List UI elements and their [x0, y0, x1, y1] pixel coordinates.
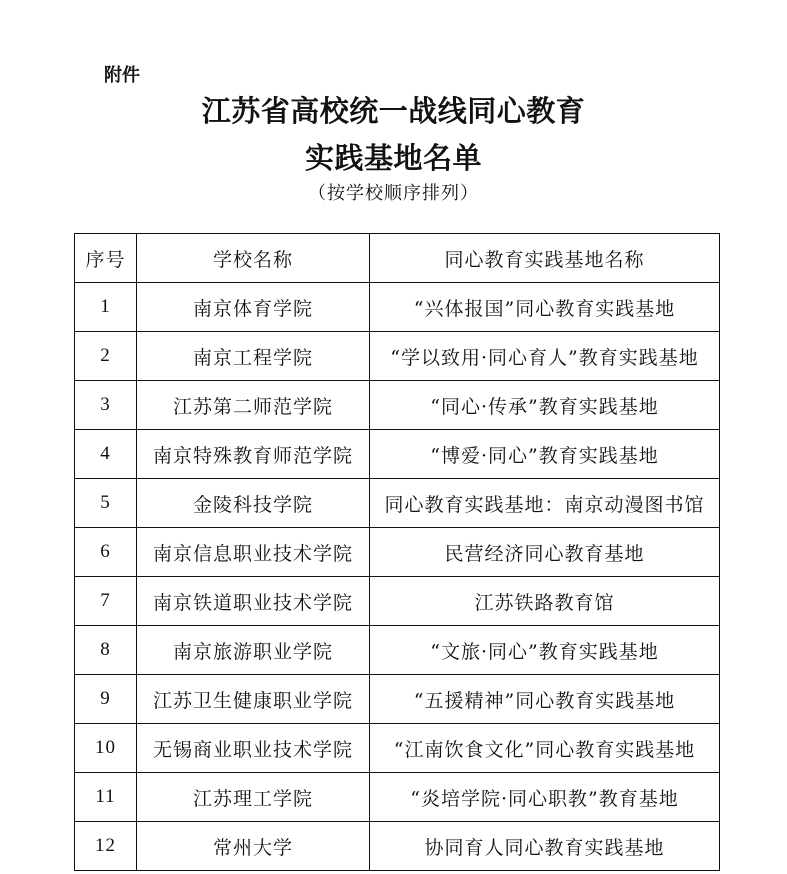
row-school-name: 江苏理工学院	[137, 773, 370, 822]
row-number: 12	[75, 822, 137, 871]
row-base-name: “文旅·同心”教育实践基地	[370, 626, 720, 675]
row-base-name: 同心教育实践基地：南京动漫图书馆	[370, 479, 720, 528]
row-number: 6	[75, 528, 137, 577]
table-row	[75, 577, 720, 626]
row-base-name: “五援精神”同心教育实践基地	[370, 675, 720, 724]
row-base-name: “江南饮食文化”同心教育实践基地	[370, 724, 720, 773]
header-school-name: 学校名称	[137, 234, 370, 283]
attachment-label: 附件	[104, 65, 140, 86]
table-row	[75, 283, 720, 332]
row-number: 8	[75, 626, 137, 675]
row-base-name: “兴体报国”同心教育实践基地	[370, 283, 720, 332]
row-base-name: “炎培学院·同心职教”教育基地	[370, 773, 720, 822]
document-subtitle: （按学校顺序排列）	[308, 183, 479, 204]
table-row	[75, 773, 720, 822]
row-school-name: 南京体育学院	[137, 283, 370, 332]
document-title-line-2: 实践基地名单	[304, 141, 482, 175]
header-number: 序号	[75, 234, 137, 283]
table-row	[75, 675, 720, 724]
row-school-name: 金陵科技学院	[137, 479, 370, 528]
table-row	[75, 381, 720, 430]
row-number: 9	[75, 675, 137, 724]
row-school-name: 无锡商业职业技术学院	[137, 724, 370, 773]
table-row	[75, 479, 720, 528]
table-row	[75, 724, 720, 773]
base-list-table	[74, 233, 720, 871]
row-base-name: 协同育人同心教育实践基地	[370, 822, 720, 871]
row-school-name: 南京旅游职业学院	[137, 626, 370, 675]
table-row	[75, 626, 720, 675]
row-number: 4	[75, 430, 137, 479]
row-school-name: 常州大学	[137, 822, 370, 871]
row-school-name: 南京工程学院	[137, 332, 370, 381]
row-school-name: 南京铁道职业技术学院	[137, 577, 370, 626]
document-title-line-1: 江苏省高校统一战线同心教育	[201, 94, 586, 128]
row-school-name: 江苏卫生健康职业学院	[137, 675, 370, 724]
table-row	[75, 822, 720, 871]
row-school-name: 南京信息职业技术学院	[137, 528, 370, 577]
table-row	[75, 528, 720, 577]
row-base-name: 江苏铁路教育馆	[370, 577, 720, 626]
row-number: 11	[75, 773, 137, 822]
row-base-name: “学以致用·同心育人”教育实践基地	[370, 332, 720, 381]
row-number: 7	[75, 577, 137, 626]
row-base-name: 民营经济同心教育基地	[370, 528, 720, 577]
header-base-name: 同心教育实践基地名称	[370, 234, 720, 283]
row-school-name: 南京特殊教育师范学院	[137, 430, 370, 479]
row-number: 10	[75, 724, 137, 773]
row-number: 1	[75, 283, 137, 332]
row-base-name: “博爱·同心”教育实践基地	[370, 430, 720, 479]
row-base-name: “同心·传承”教育实践基地	[370, 381, 720, 430]
table-row	[75, 430, 720, 479]
row-number: 2	[75, 332, 137, 381]
row-school-name: 江苏第二师范学院	[137, 381, 370, 430]
row-number: 3	[75, 381, 137, 430]
table-row	[75, 332, 720, 381]
row-number: 5	[75, 479, 137, 528]
table-header-row	[75, 234, 720, 283]
